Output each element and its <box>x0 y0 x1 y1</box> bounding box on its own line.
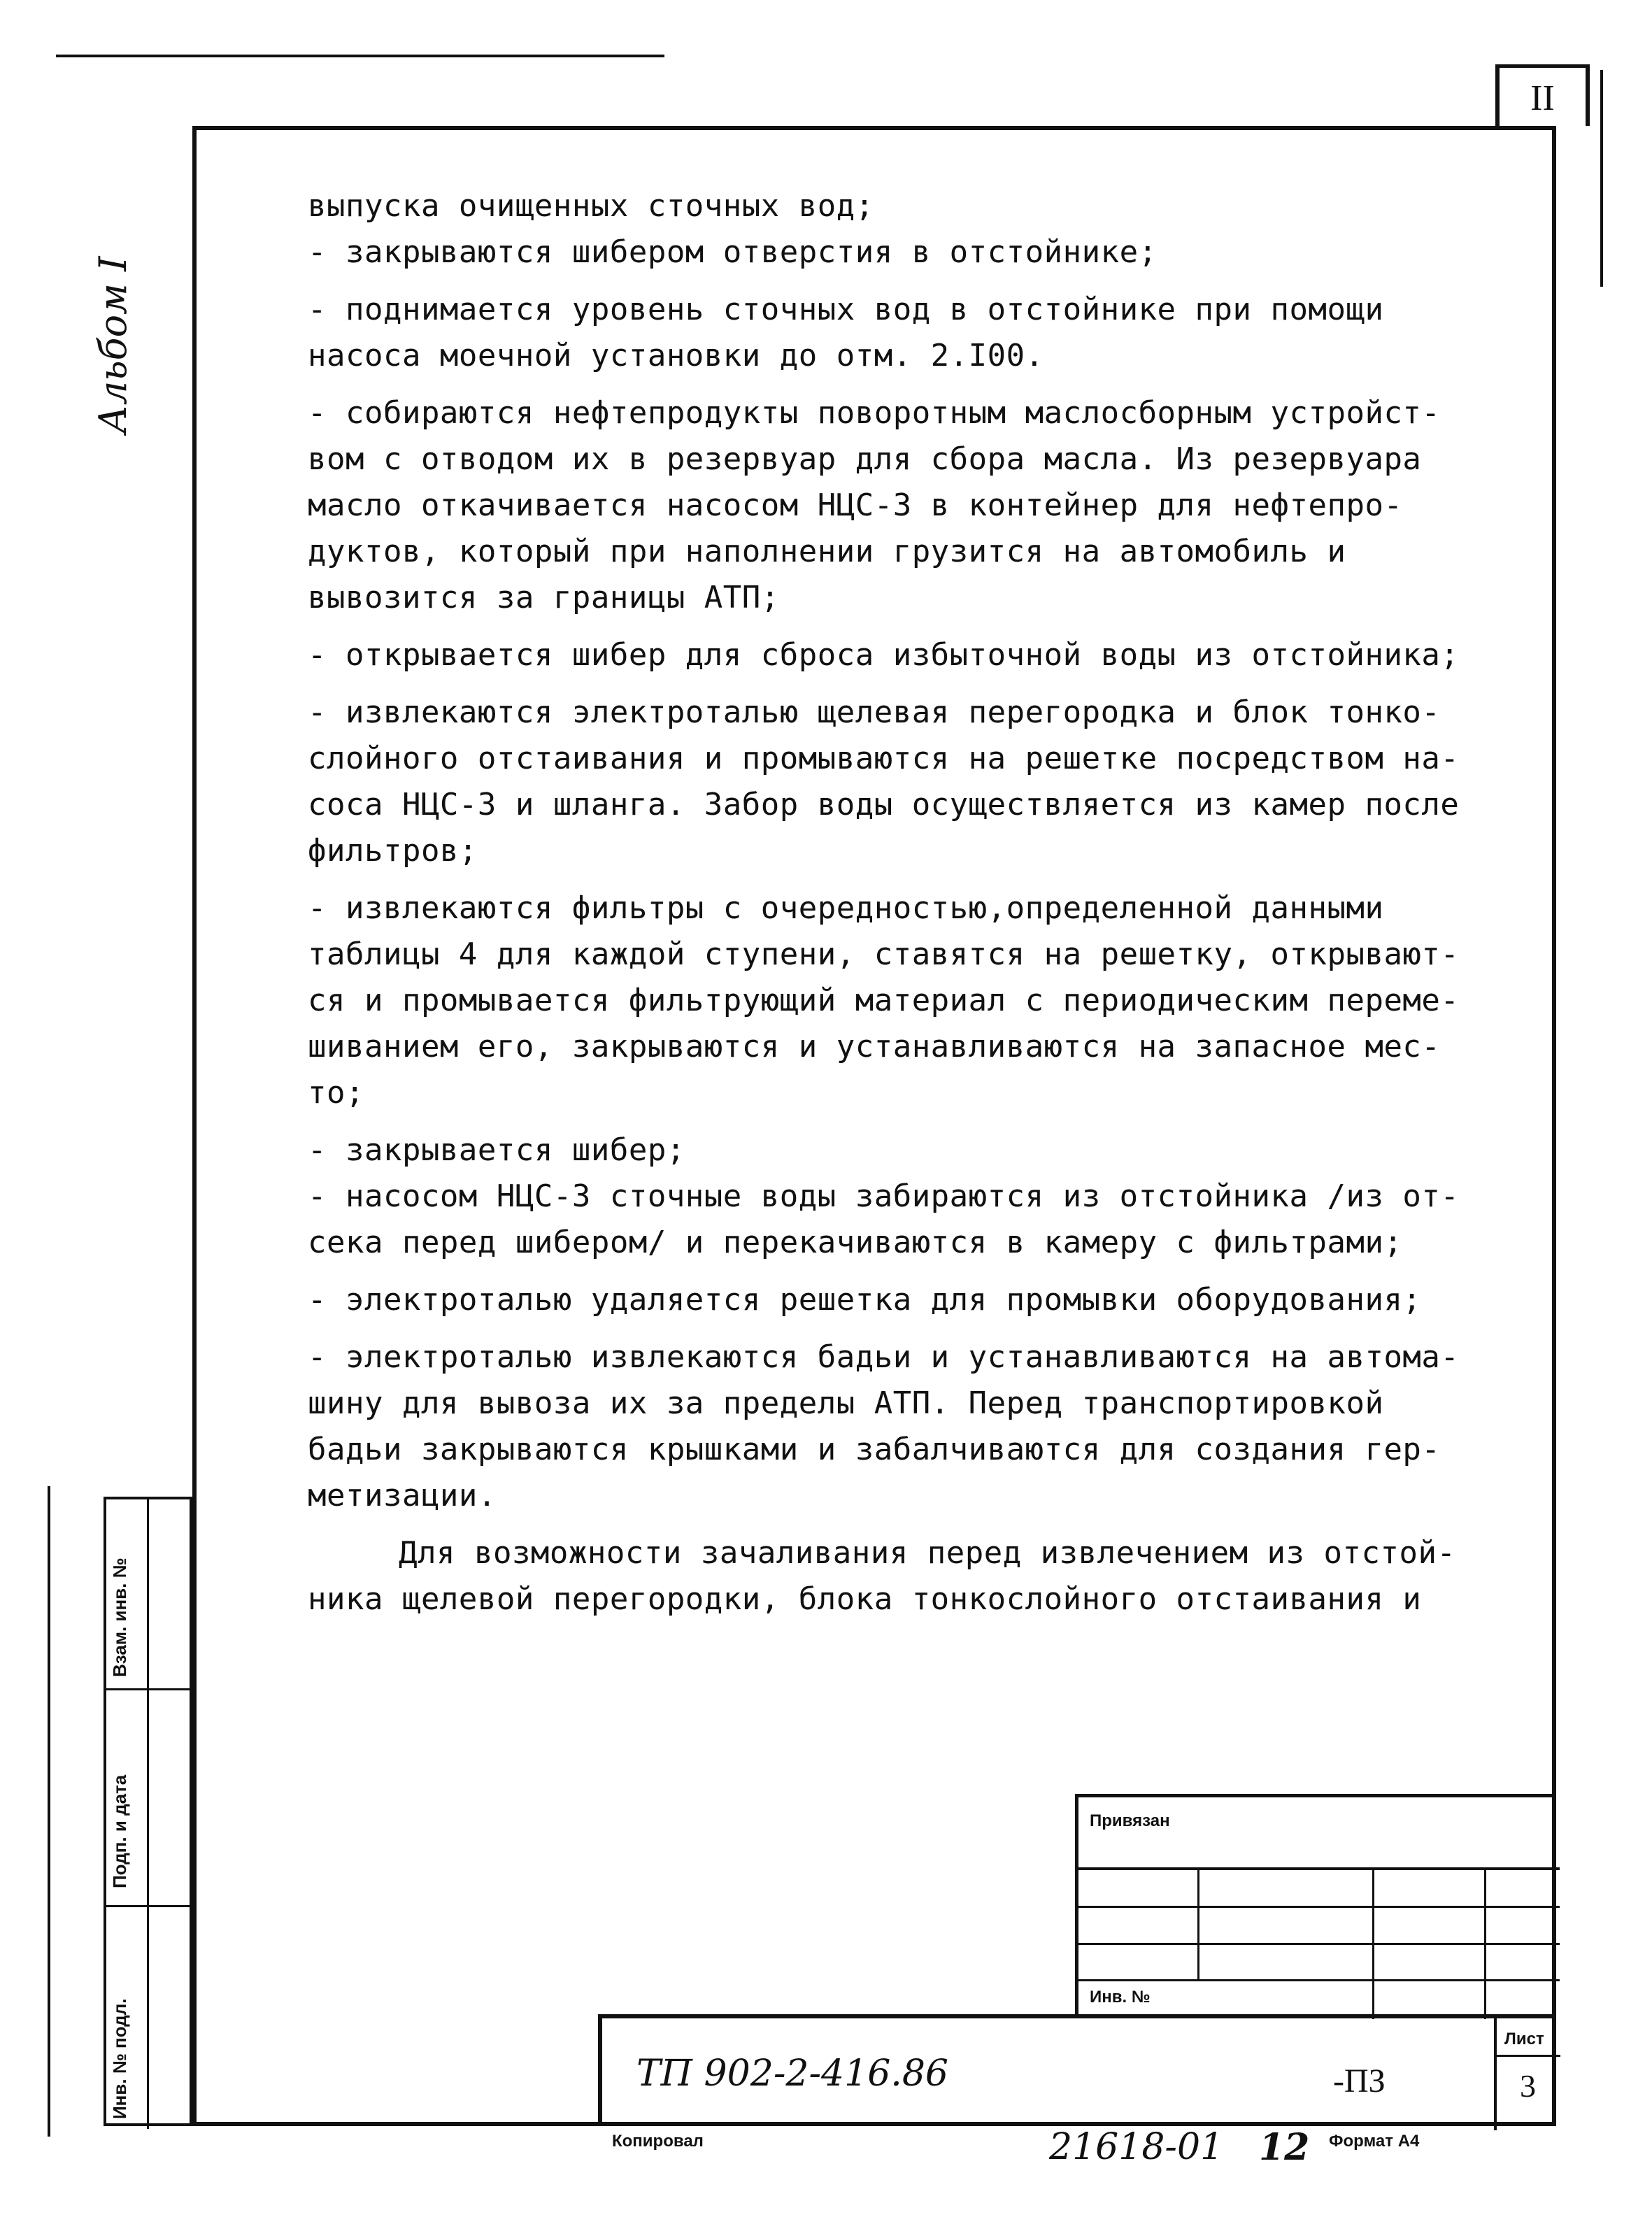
paragraph: - извлекаются электроталью щелевая перегородка и блок тонко- слойного отстаивания и промываются на решетке посредством на- соса НЦС-3 и шланга. Забор воды осуществляется из камер после фильтров; <box>308 694 1460 869</box>
side-stamp-col2: Подп. и дата <box>109 1774 130 1888</box>
paragraph: - собираются нефтепродукты поворотным маслосборным устройст- вом с отводом их в резервуар для сбора масла. Из резервуара масло откачивается насосом НЦС-3 в контейнер для нефтепро- дуктов, который при наполнении грузится на автомобиль и вывозится за границы АТП; <box>308 395 1441 615</box>
paragraph: - закрывается шибер; - насосом НЦС-3 сточные воды забираются из отстойника /из от- сека перед шибером/ и перекачиваются в камеру с фильтрами; <box>308 1132 1460 1260</box>
paragraph: - открывается шибер для сброса избыточной воды из отстойника; <box>308 637 1460 673</box>
inv-no-label: Инв. № <box>1090 1988 1151 2007</box>
paragraph: - электроталью извлекаются бадьи и устанавливаются на автома- шину для вывоза их за пределы АТП. Перед транспортировкой бадьи закрываются крышками и забалчиваются для создания гер- метизации. <box>308 1339 1460 1513</box>
paragraph: - электроталью удаляется решетка для промывки оборудования; <box>308 1282 1422 1318</box>
top-rule <box>56 55 664 57</box>
body-text <box>308 183 1483 1634</box>
right-edge-mark <box>1600 70 1603 287</box>
corner-sheet-number: II <box>1495 64 1590 126</box>
paragraph: - поднимается уровень сточных вод в отстойнике при помощи насоса моечной установки до отм. 2.I00. <box>308 292 1384 373</box>
sheet-value: 3 <box>1520 2068 1536 2104</box>
kopiroval-label: Копировал <box>612 2132 704 2151</box>
document-code: -ПЗ <box>1333 2062 1386 2100</box>
page-count: 12 <box>1259 2126 1310 2169</box>
sheet-label: Лист <box>1504 2030 1544 2048</box>
format-label: Формат А4 <box>1329 2132 1420 2151</box>
project-designation: ТП 902-2-416.86 <box>636 2053 948 2095</box>
side-stamp-col1: Взам. инв. № <box>109 1558 130 1677</box>
left-margin-line <box>48 1486 50 2137</box>
binding-table <box>1075 1794 1556 2016</box>
copy-number: 21618-01 <box>1049 2126 1224 2168</box>
privyazan-label: Привязан <box>1090 1811 1170 1830</box>
paragraph: Для возможности зачаливания перед извлечением из отстой- ника щелевой перегородки, блока тонкослойного отстаивания и <box>308 1535 1456 1617</box>
paragraph: - извлекаются фильтры с очередностью,определенной данными таблицы 4 для каждой ступени, ставятся на решетку, открывают- ся и промывается фильтрующий материал с периодическим переме- шиванием его, закрываются и устанавливаются на запасное мес- то; <box>308 890 1460 1111</box>
album-margin-note: Альбом I <box>91 256 135 434</box>
paragraph: выпуска очищенных сточных вод; - закрываются шибером отверстия в отстойнике; <box>308 188 1158 270</box>
side-stamp-col3: Инв. № подл. <box>109 1998 130 2119</box>
